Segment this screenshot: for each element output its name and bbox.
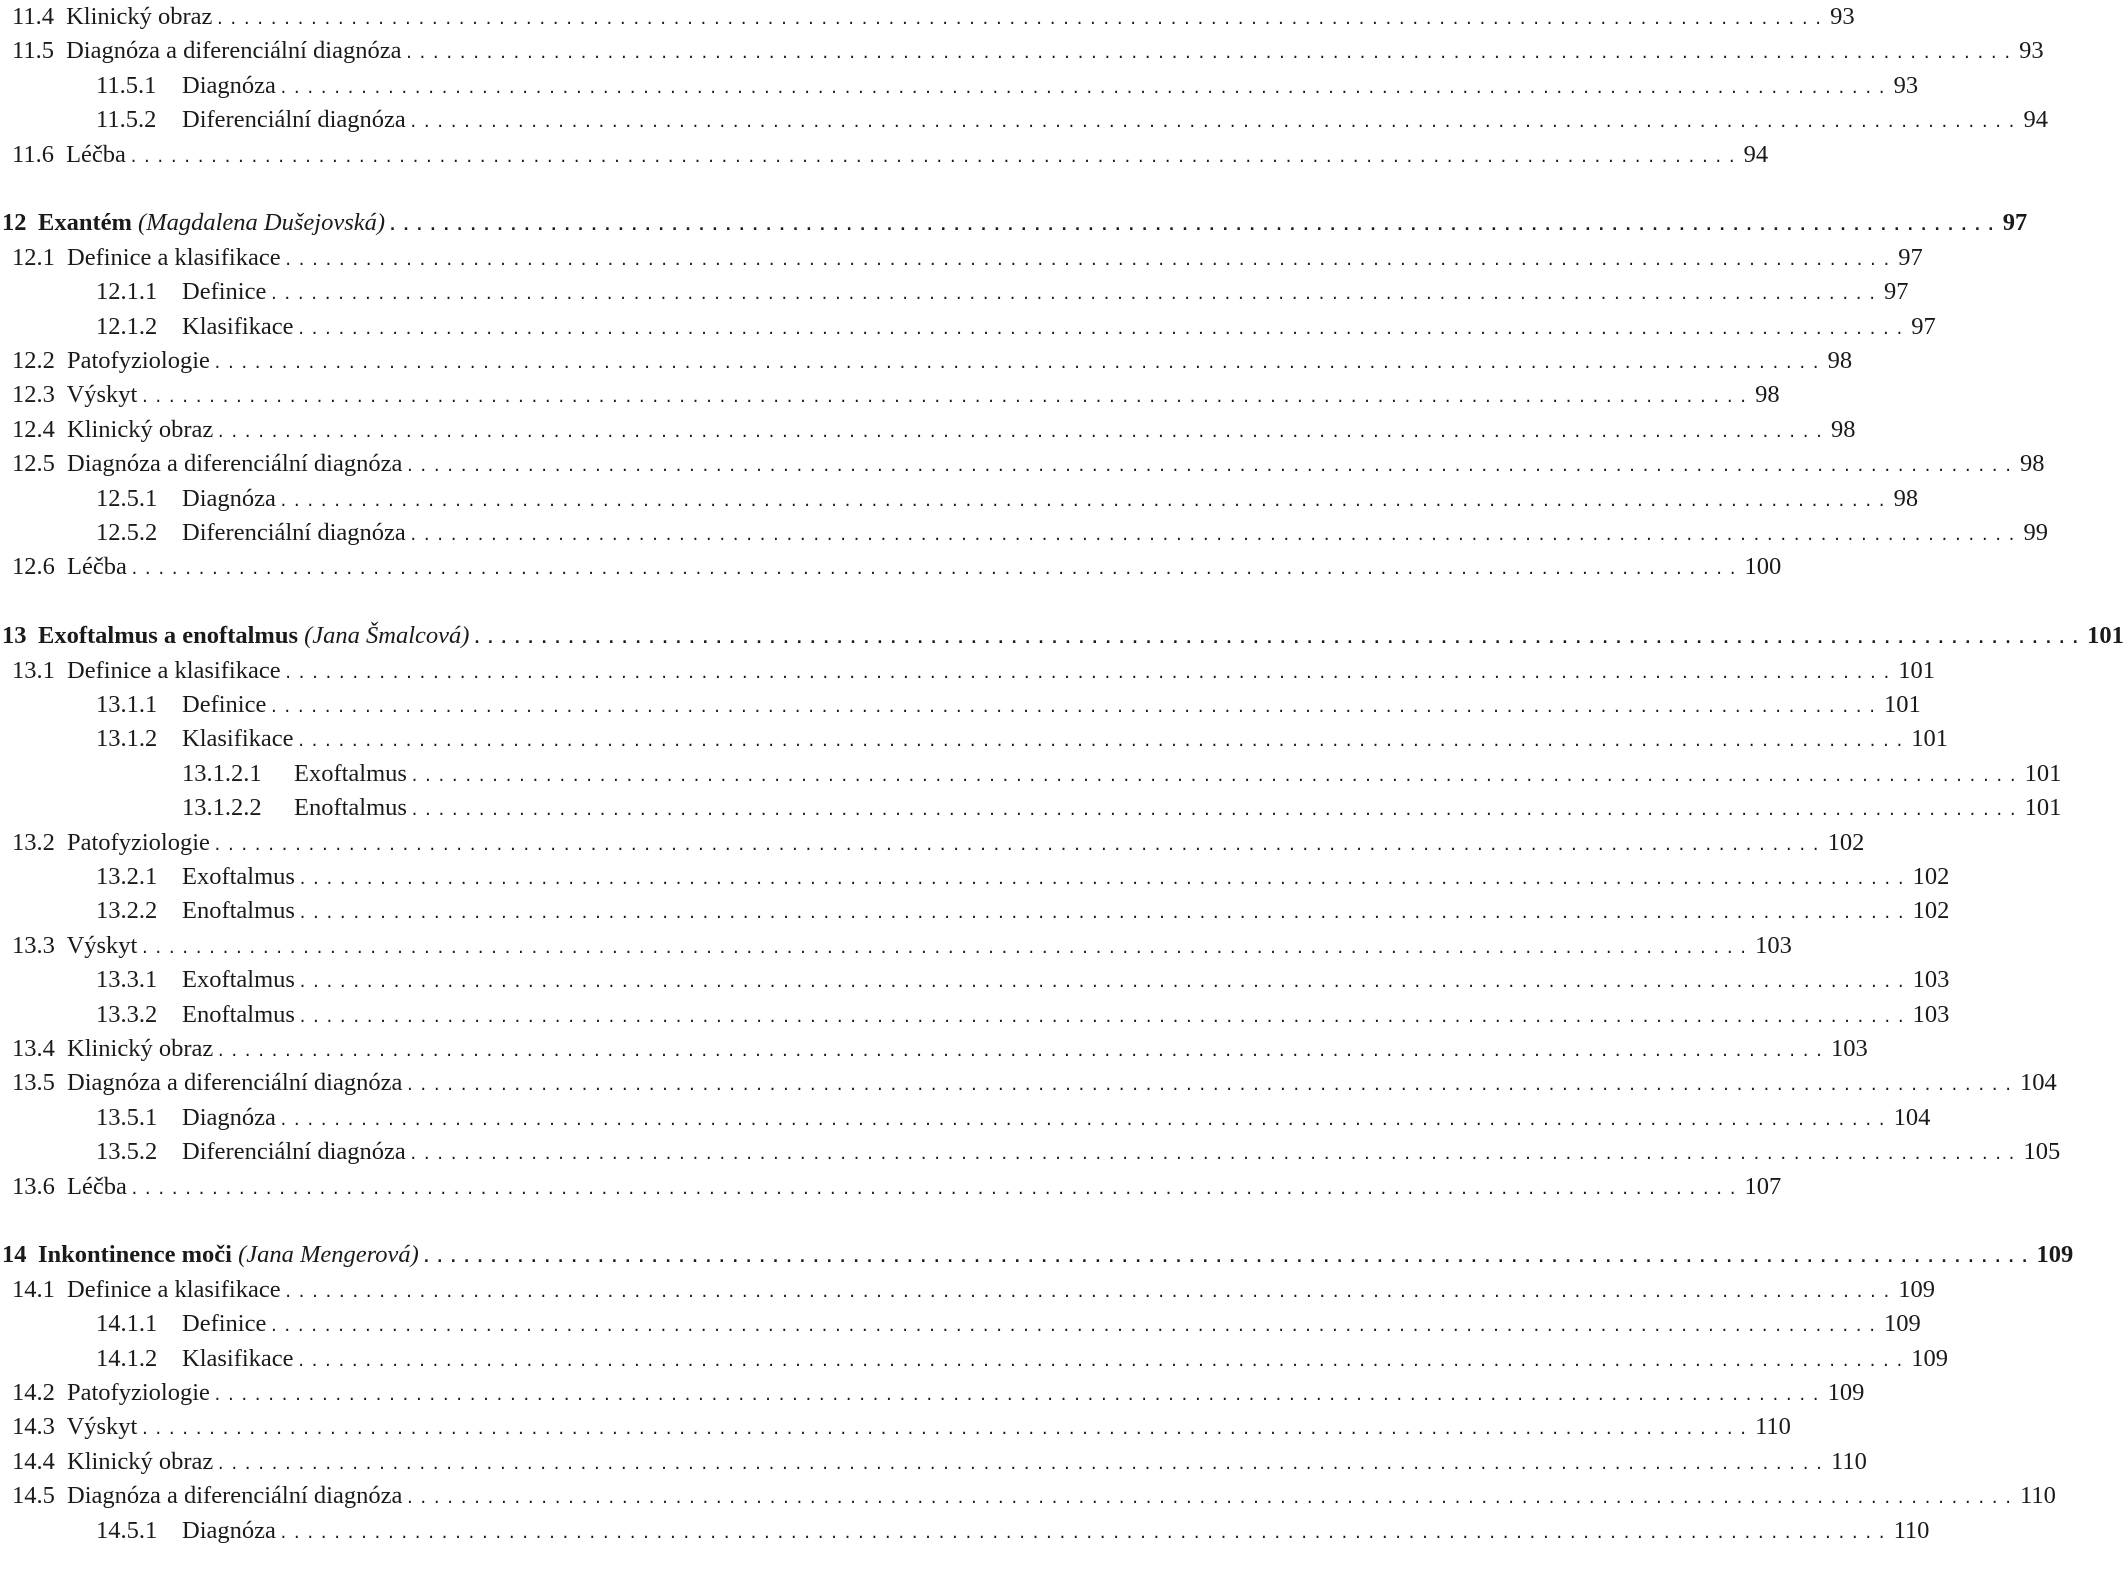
toc-section-entry[interactable] xyxy=(96,1101,1931,1135)
toc-entry-text xyxy=(96,69,276,103)
section-title: Exoftalmus xyxy=(182,863,295,890)
page-number: 93 xyxy=(1830,3,1855,30)
toc-entry-text xyxy=(12,1032,213,1066)
section-title: Diagnóza a diferenciální diagnóza xyxy=(67,450,403,478)
dot-leader: ........................................................................................................................ xyxy=(212,354,1825,372)
section-title: Definice a klasifikace xyxy=(67,656,281,684)
toc-entry-text xyxy=(12,413,213,447)
section-number: 12.4 xyxy=(12,415,55,443)
page-number: 110 xyxy=(1755,1413,1791,1441)
page-number: 105 xyxy=(2023,1138,2061,1166)
page-number: 101 xyxy=(2024,759,2062,787)
toc-entry-text xyxy=(12,654,281,688)
section-title: Klinický obraz xyxy=(67,415,214,443)
toc-entry-text xyxy=(96,1101,276,1135)
section-number: 12.5.2 xyxy=(96,519,158,546)
page-number: 101 xyxy=(2024,794,2062,822)
toc-section-entry[interactable] xyxy=(182,757,2062,791)
toc-section-entry[interactable] xyxy=(12,929,1792,963)
toc-entry-text xyxy=(96,722,294,756)
toc-section-entry[interactable] xyxy=(96,1135,2061,1169)
toc-entry-text xyxy=(182,757,407,791)
dot-leader: ........................................................................................................................ xyxy=(388,216,2000,235)
section-number: 14.4 xyxy=(12,1447,55,1475)
dot-leader: ........................................................................................................................ xyxy=(283,250,1896,269)
section-title: Definice xyxy=(182,691,267,718)
section-title: Diagnóza a diferenciální diagnóza xyxy=(66,37,402,65)
page-number: 102 xyxy=(1912,897,1950,925)
toc-section-entry[interactable] xyxy=(12,1479,2056,1513)
page-number: 104 xyxy=(1893,1103,1931,1131)
toc-entry-text xyxy=(96,998,295,1032)
dot-leader: ........................................................................................................................ xyxy=(405,457,2018,476)
section-title: Výskyt xyxy=(66,1413,138,1441)
section-title: Diferenciální diagnóza xyxy=(182,106,406,134)
section-number: 13.2.1 xyxy=(96,863,158,890)
section-number: 13.2 xyxy=(12,828,55,856)
dot-leader: ........................................................................................................................ xyxy=(128,147,1741,166)
toc-section-entry[interactable] xyxy=(12,1445,1867,1479)
section-number: 14.5.1 xyxy=(96,1516,158,1544)
section-title: Diagnóza xyxy=(182,1103,276,1131)
chapter-title: Exantém xyxy=(38,209,132,237)
toc-section-entry[interactable] xyxy=(12,241,1923,275)
section-number: 13.3.1 xyxy=(96,966,158,994)
toc-section-entry[interactable] xyxy=(12,378,1780,412)
toc-section-entry[interactable] xyxy=(12,0,1855,34)
section-number: 13.2.2 xyxy=(96,897,158,925)
toc-entry-text xyxy=(12,378,137,412)
section-title: Diagnóza xyxy=(182,484,276,512)
section-number: 13.1.1 xyxy=(96,691,158,718)
page-number: 107 xyxy=(1744,1172,1782,1200)
toc-entry-text xyxy=(96,275,266,309)
section-number: 12.2 xyxy=(12,347,55,374)
page-number: 103 xyxy=(1755,931,1792,959)
section-title: Exoftalmus xyxy=(294,759,407,787)
chapter-title: Inkontinence moči xyxy=(38,1241,232,1269)
page-number: 109 xyxy=(1884,1310,1921,1338)
toc-entry-text xyxy=(182,791,407,825)
section-title: Diagnóza a diferenciální diagnóza xyxy=(67,1069,403,1097)
section-number: 13.5 xyxy=(12,1069,55,1097)
section-number: 13.1.2 xyxy=(96,725,158,753)
chapter-author: (Magdalena Dušejovská) xyxy=(138,209,386,237)
toc-entry-text xyxy=(12,34,401,68)
toc-chapter-entry[interactable] xyxy=(2,206,2028,240)
toc-entry-text xyxy=(96,1342,294,1376)
toc-entry-text xyxy=(12,1445,213,1479)
section-title: Klasifikace xyxy=(182,1344,294,1372)
toc-section-entry[interactable] xyxy=(12,1273,1936,1307)
toc-entry-text xyxy=(12,241,281,275)
dot-leader: ........................................................................................................................ xyxy=(408,1145,2021,1164)
dot-leader: ........................................................................................................................ xyxy=(269,285,1882,304)
page-number: 110 xyxy=(1830,1447,1867,1475)
dot-leader: ........................................................................................................................ xyxy=(421,1248,2034,1267)
toc-entry-text xyxy=(96,963,295,997)
section-number: 14.1.1 xyxy=(96,1310,158,1338)
dot-leader: ........................................................................................................................ xyxy=(408,526,2021,544)
toc-section-entry[interactable] xyxy=(12,1410,1791,1444)
toc-chapter-entry[interactable] xyxy=(2,619,2124,653)
page-number: 103 xyxy=(1912,1000,1950,1028)
dot-leader: ........................................................................................................................ xyxy=(278,1110,1891,1129)
page-number: 98 xyxy=(1830,415,1856,443)
section-title: Diagnóza xyxy=(182,71,276,99)
page-number: 93 xyxy=(2019,37,2044,65)
section-title: Definice a klasifikace xyxy=(67,243,281,271)
page-number: 100 xyxy=(1744,553,1782,581)
section-title: Klinický obraz xyxy=(67,1035,214,1062)
toc-section-entry[interactable] xyxy=(96,1514,1930,1548)
page-number: 101 xyxy=(1884,691,1921,718)
toc-section-entry[interactable] xyxy=(182,791,2062,825)
section-number: 13.1.2.2 xyxy=(182,794,262,822)
section-title: Léčba xyxy=(67,1172,127,1200)
page-number: 101 xyxy=(1898,656,1936,684)
toc-section-entry[interactable] xyxy=(96,69,1919,103)
toc-section-entry[interactable] xyxy=(96,688,1921,722)
dot-leader: ........................................................................................................................ xyxy=(140,388,1753,407)
toc-section-entry[interactable] xyxy=(96,963,1950,997)
toc-section-entry[interactable] xyxy=(96,275,1909,309)
section-number: 11.5.2 xyxy=(96,106,157,134)
section-title: Definice xyxy=(182,278,267,306)
section-number: 11.5 xyxy=(12,37,54,65)
toc-entry-text xyxy=(96,860,295,894)
dot-leader: ........................................................................................................................ xyxy=(405,1489,2018,1508)
section-number: 13.5.1 xyxy=(96,1103,158,1131)
section-title: Diagnóza xyxy=(182,1516,276,1544)
section-number: 14.3 xyxy=(12,1413,55,1441)
section-number: 12.6 xyxy=(12,553,55,581)
toc-entry-text xyxy=(12,1479,402,1513)
section-number: 14.2 xyxy=(12,1379,55,1406)
section-number: 12.5.1 xyxy=(96,484,158,512)
page-number: 97 xyxy=(2002,209,2028,237)
toc-entry-text xyxy=(2,619,469,653)
dot-leader: ........................................................................................................................ xyxy=(278,1523,1891,1542)
section-title: Diagnóza a diferenciální diagnóza xyxy=(67,1482,403,1510)
page-number: 98 xyxy=(1893,484,1919,512)
section-number: 12.5 xyxy=(12,450,55,478)
section-number: 13.3 xyxy=(12,931,55,959)
section-number: 13.3.2 xyxy=(96,1000,158,1028)
dot-leader: ........................................................................................................................ xyxy=(278,78,1891,97)
dot-leader: ........................................................................................................................ xyxy=(269,1317,1882,1336)
section-title: Výskyt xyxy=(66,931,138,959)
dot-leader: ........................................................................................................................ xyxy=(283,663,1896,682)
toc-entry-text xyxy=(96,1514,276,1548)
page-number: 101 xyxy=(1911,725,1949,753)
toc-entry-text xyxy=(12,0,212,34)
section-title: Léčba xyxy=(66,140,126,168)
toc-entry-text xyxy=(12,1170,127,1204)
toc-entry-text xyxy=(2,206,385,240)
section-number: 11.5.1 xyxy=(96,71,157,99)
toc-section-entry[interactable] xyxy=(12,344,1853,378)
chapter-number: 13 xyxy=(2,622,27,650)
section-title: Diferenciální diagnóza xyxy=(182,519,406,546)
section-number: 12.1.1 xyxy=(96,278,158,306)
dot-leader: ........................................................................................................................ xyxy=(283,1282,1896,1301)
page-number: 103 xyxy=(1830,1035,1868,1062)
dot-leader: ........................................................................................................................ xyxy=(216,1454,1828,1473)
dot-leader: ........................................................................................................................ xyxy=(404,44,2017,63)
dot-leader: ........................................................................................................................ xyxy=(269,698,1882,716)
section-number: 13.4 xyxy=(12,1035,55,1062)
toc-section-entry[interactable] xyxy=(12,550,1782,584)
section-number: 13.1.2.1 xyxy=(182,759,262,787)
page-number: 109 xyxy=(1911,1344,1949,1372)
toc-entry-text xyxy=(96,482,276,516)
section-number: 11.4 xyxy=(12,3,54,30)
toc-section-entry[interactable] xyxy=(12,826,1865,860)
section-title: Klasifikace xyxy=(182,725,294,753)
toc-section-entry[interactable] xyxy=(12,138,1769,172)
toc-entry-text xyxy=(96,688,266,722)
section-title: Výskyt xyxy=(66,381,138,409)
page-number: 98 xyxy=(1827,347,1853,374)
toc-entry-text xyxy=(12,447,402,481)
toc-section-entry[interactable] xyxy=(12,1170,1782,1204)
toc-entry-text xyxy=(12,1410,137,1444)
toc-section-entry[interactable] xyxy=(12,413,1856,447)
page-number: 93 xyxy=(1893,71,1919,99)
dot-leader: ........................................................................................................................ xyxy=(212,1386,1825,1404)
toc-section-entry[interactable] xyxy=(96,103,2048,137)
dot-leader: ........................................................................................................................ xyxy=(216,422,1828,441)
section-number: 12.1 xyxy=(12,243,55,271)
section-title: Enoftalmus xyxy=(294,794,407,822)
toc-section-entry[interactable] xyxy=(96,894,1950,928)
page-number: 110 xyxy=(1893,1516,1930,1544)
section-title: Klinický obraz xyxy=(66,3,213,30)
page-number: 109 xyxy=(2036,1241,2074,1269)
toc-section-entry[interactable] xyxy=(12,1376,1865,1410)
toc-chapter-entry[interactable] xyxy=(2,1238,2074,1272)
section-title: Patofyziologie xyxy=(67,347,210,374)
toc-section-entry[interactable] xyxy=(96,722,1949,756)
section-title: Léčba xyxy=(67,553,127,581)
toc-entry-text xyxy=(96,894,295,928)
page-number: 98 xyxy=(1755,381,1780,409)
toc-section-entry[interactable] xyxy=(96,998,1950,1032)
dot-leader: ........................................................................................................................ xyxy=(296,319,1909,338)
section-number: 13.1 xyxy=(12,656,55,684)
chapter-author: (Jana Mengerová) xyxy=(238,1241,419,1269)
section-title: Patofyziologie xyxy=(67,1379,210,1406)
toc-entry-text xyxy=(2,1238,419,1272)
section-number: 13.6 xyxy=(12,1172,55,1200)
section-title: Definice xyxy=(182,1310,267,1338)
section-number: 14.1.2 xyxy=(96,1344,158,1372)
dot-leader: ........................................................................................................................ xyxy=(278,491,1891,510)
toc-entry-text xyxy=(12,550,127,584)
section-number: 13.5.2 xyxy=(96,1138,158,1166)
dot-leader: ........................................................................................................................ xyxy=(140,1420,1753,1439)
section-title: Klasifikace xyxy=(182,312,294,340)
dot-leader: ........................................................................................................................ xyxy=(472,629,2085,648)
section-number: 11.6 xyxy=(12,140,54,168)
dot-leader: ........................................................................................................................ xyxy=(408,113,2021,132)
dot-leader: ........................................................................................................................ xyxy=(129,560,1742,579)
page-number: 102 xyxy=(1827,828,1865,856)
section-number: 12.1.2 xyxy=(96,312,158,340)
dot-leader: ........................................................................................................................ xyxy=(297,973,1910,992)
toc-entry-text xyxy=(12,1066,402,1100)
page-number: 110 xyxy=(2020,1482,2056,1510)
section-title: Klinický obraz xyxy=(67,1447,214,1475)
toc-section-entry[interactable] xyxy=(96,1342,1949,1376)
toc-entry-text xyxy=(12,929,137,963)
toc-entry-text xyxy=(12,1376,210,1410)
page-number: 104 xyxy=(2020,1069,2057,1097)
page-number: 94 xyxy=(2023,106,2048,134)
toc-entry-text xyxy=(96,103,406,137)
toc-section-entry[interactable] xyxy=(12,1032,1868,1066)
dot-leader: ........................................................................................................................ xyxy=(216,1042,1828,1060)
page-number: 97 xyxy=(1898,243,1923,271)
page-number: 97 xyxy=(1911,312,1936,340)
toc-section-entry[interactable] xyxy=(12,34,2044,68)
toc-section-entry[interactable] xyxy=(12,1066,2057,1100)
toc-section-entry[interactable] xyxy=(96,310,1936,344)
toc-section-entry[interactable] xyxy=(12,654,1936,688)
toc-entry-text xyxy=(96,310,294,344)
dot-leader: ........................................................................................................................ xyxy=(212,835,1825,854)
toc-entry-text xyxy=(12,138,126,172)
toc-entry-text xyxy=(12,1273,281,1307)
dot-leader: ........................................................................................................................ xyxy=(296,732,1909,751)
page-number: 94 xyxy=(1743,140,1769,168)
toc-entry-text xyxy=(12,826,210,860)
section-title: Enoftalmus xyxy=(182,1000,295,1028)
section-number: 14.1 xyxy=(12,1275,55,1303)
dot-leader: ........................................................................................................................ xyxy=(296,1351,1909,1370)
dot-leader: ........................................................................................................................ xyxy=(297,870,1910,888)
section-title: Definice a klasifikace xyxy=(67,1275,281,1303)
toc-entry-text xyxy=(96,1135,406,1169)
section-number: 12.3 xyxy=(12,381,55,409)
dot-leader: ........................................................................................................................ xyxy=(215,10,1828,28)
toc-entry-text xyxy=(96,1307,266,1341)
toc-section-entry[interactable] xyxy=(12,447,2045,481)
toc-entry-text xyxy=(96,516,406,550)
dot-leader: ........................................................................................................................ xyxy=(129,1179,1742,1198)
dot-leader: ........................................................................................................................ xyxy=(409,801,2022,820)
section-title: Exoftalmus xyxy=(182,966,295,994)
toc-entry-text xyxy=(12,344,210,378)
toc-section-entry[interactable] xyxy=(96,1307,1921,1341)
page-number: 109 xyxy=(1827,1379,1865,1406)
chapter-number: 14 xyxy=(2,1241,27,1269)
page-number: 109 xyxy=(1898,1275,1936,1303)
toc-section-entry[interactable] xyxy=(96,860,1950,894)
page-number: 102 xyxy=(1912,863,1950,890)
chapter-title: Exoftalmus a enoftalmus xyxy=(38,622,298,650)
toc-section-entry[interactable] xyxy=(96,516,2048,550)
dot-leader: ........................................................................................................................ xyxy=(297,904,1910,923)
dot-leader: ........................................................................................................................ xyxy=(140,938,1753,957)
page-number: 101 xyxy=(2087,622,2124,650)
page-number: 99 xyxy=(2023,519,2048,546)
section-title: Enoftalmus xyxy=(182,897,295,925)
chapter-author: (Jana Šmalcová) xyxy=(304,622,470,650)
page-number: 98 xyxy=(2020,450,2045,478)
dot-leader: ........................................................................................................................ xyxy=(409,766,2022,785)
section-title: Diferenciální diagnóza xyxy=(182,1138,406,1166)
toc-section-entry[interactable] xyxy=(96,482,1919,516)
section-title: Patofyziologie xyxy=(67,828,210,856)
dot-leader: ........................................................................................................................ xyxy=(405,1076,2018,1095)
page-number: 103 xyxy=(1912,966,1950,994)
chapter-number: 12 xyxy=(2,209,27,237)
page-number: 97 xyxy=(1884,278,1909,306)
section-number: 14.5 xyxy=(12,1482,55,1510)
dot-leader: ........................................................................................................................ xyxy=(297,1007,1910,1026)
